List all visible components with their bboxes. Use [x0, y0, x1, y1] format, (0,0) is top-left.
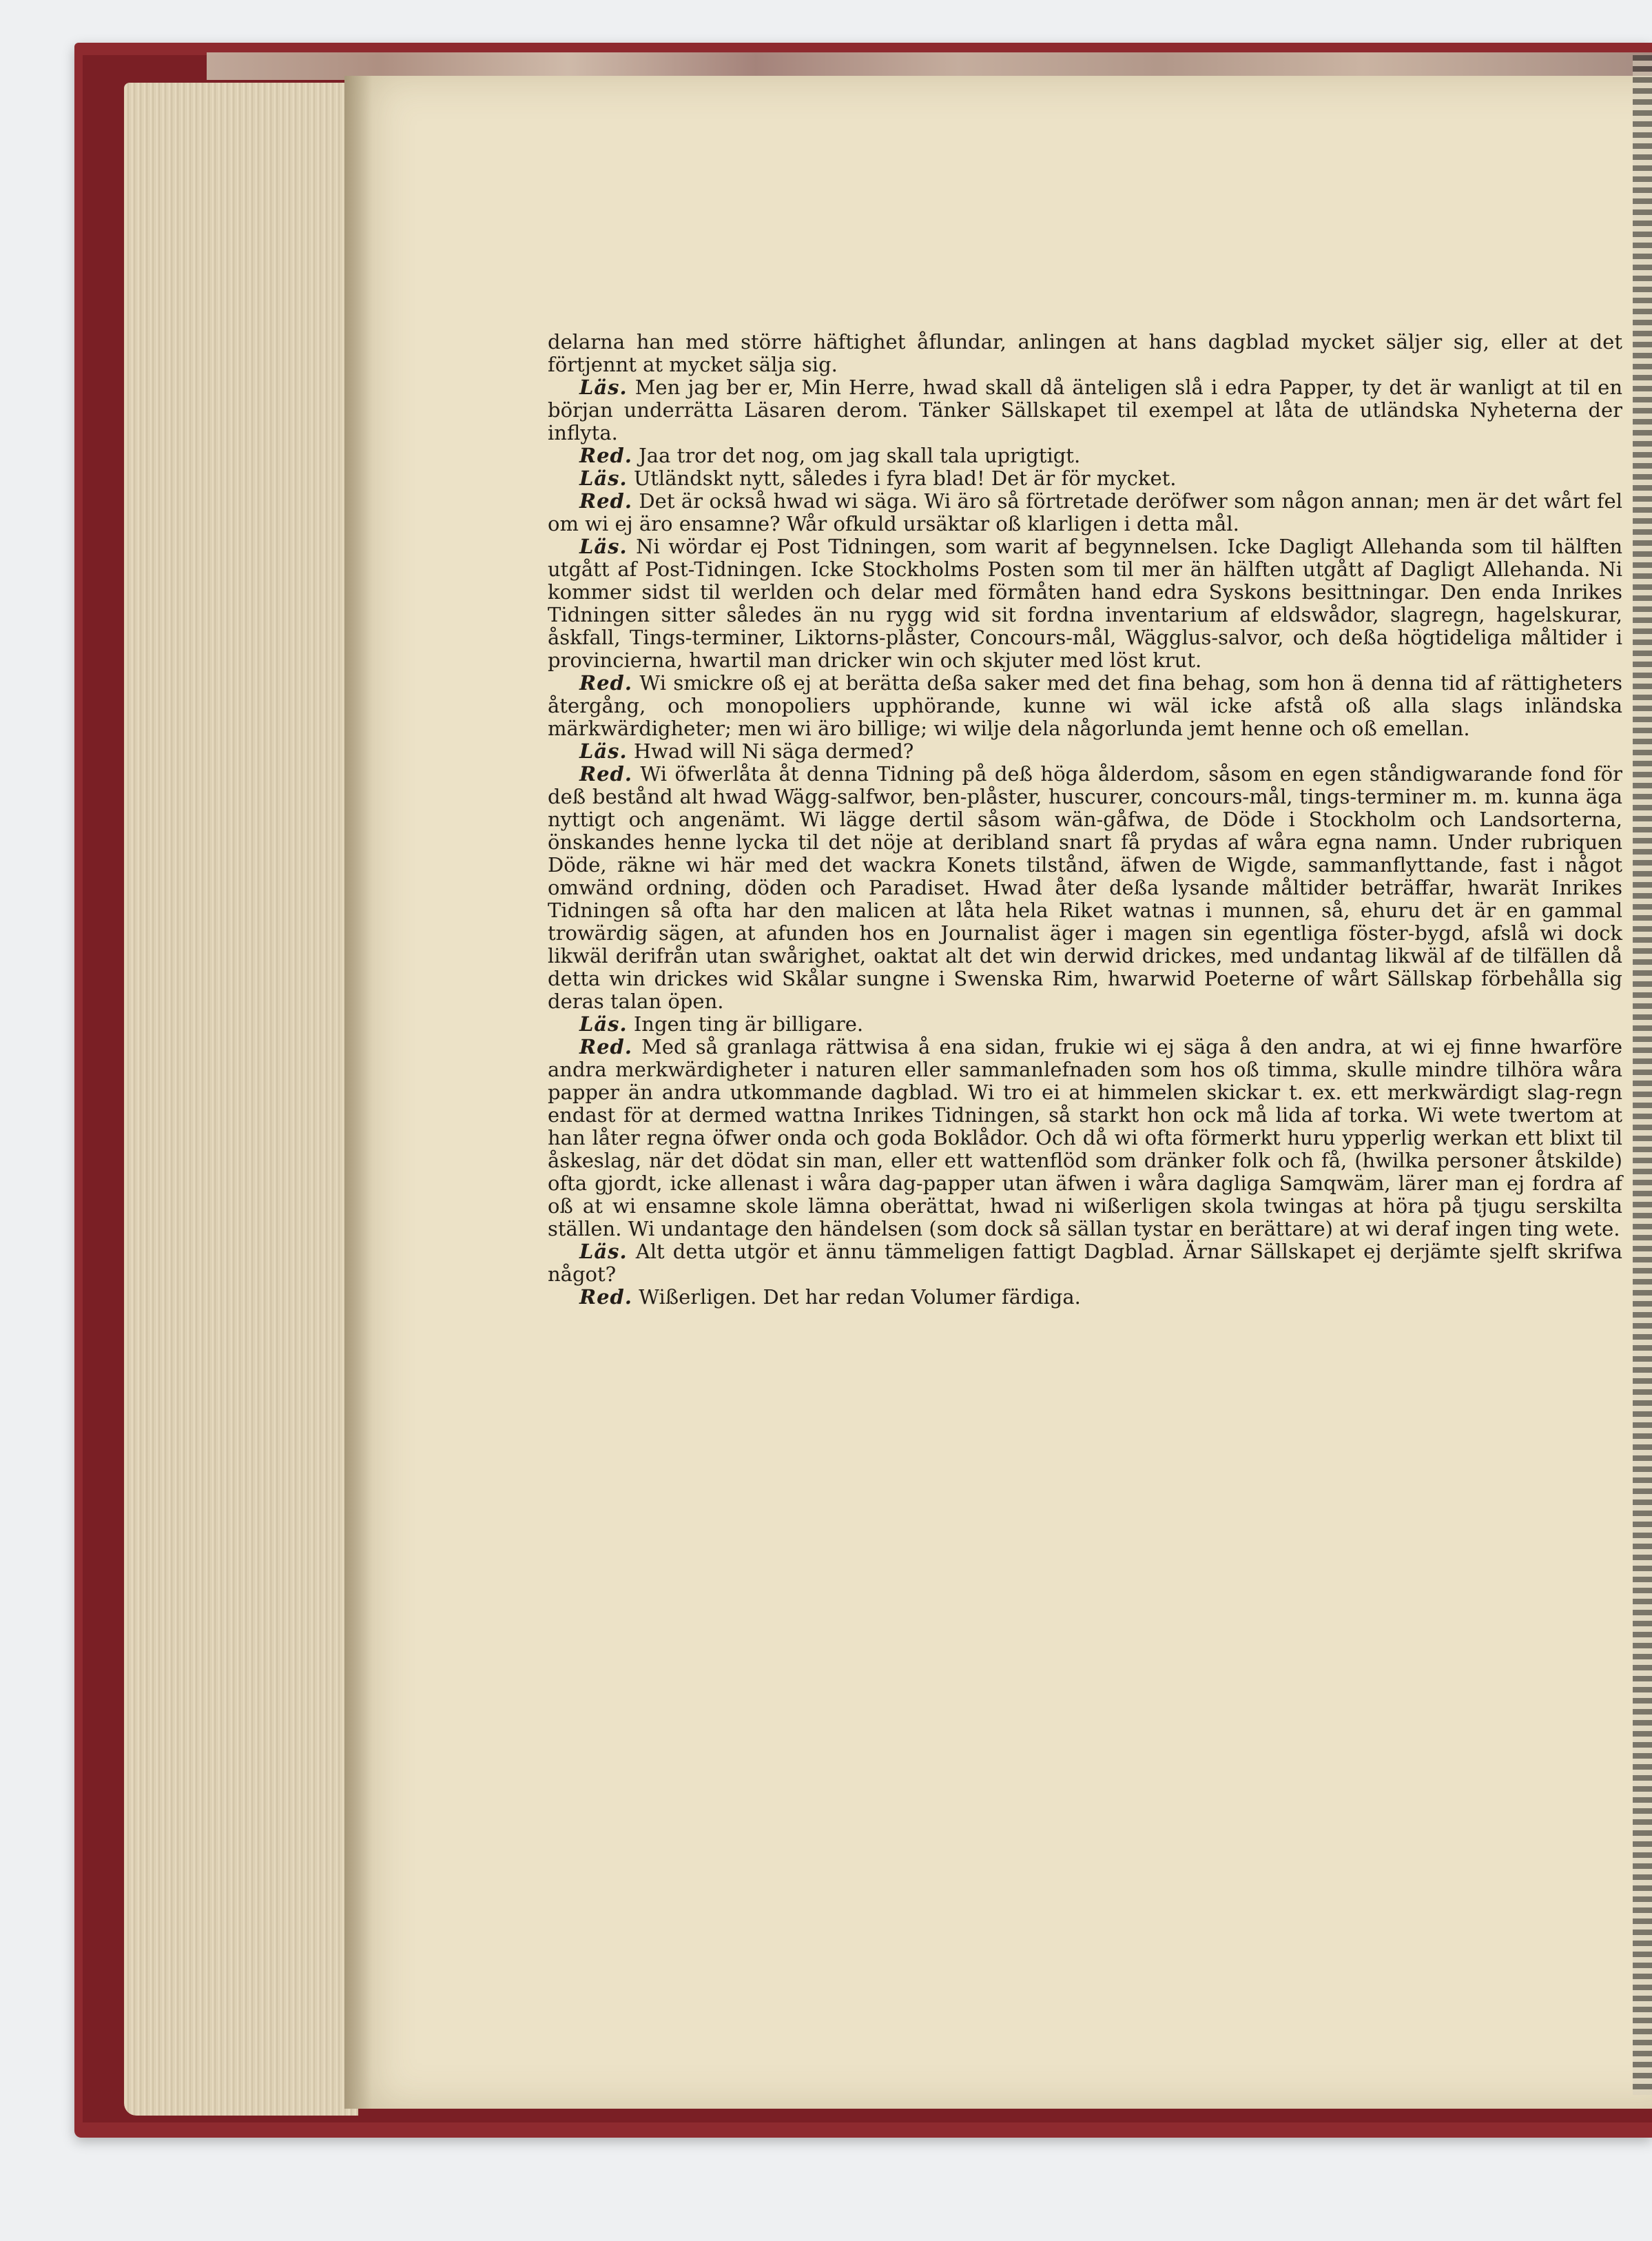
paragraph [548, 1036, 1622, 1240]
page-text [548, 331, 1622, 1309]
paragraph-text: Wi smickre oß ej at berätta deßa saker med det fina behag, som hon ä denna tid af rättigheters återgång, och monopoliers upphörande, kunne wi wäl icke afstå oß alla slags inländska märkwärdigheter; men wi äro billige; wi wilje dela någorlunda jemt henne och oß emellan. [548, 671, 1622, 740]
speaker-label: Läs. [579, 535, 628, 558]
paragraph-text: Det är också hwad wi säga. Wi äro så förtretade deröfwer som någon annan; men är det wårt fel om wi ej äro ensamne? Wår ofkuld ursäktar oß klarligen i detta mål. [548, 489, 1622, 535]
speaker-label: Red. [579, 1035, 632, 1058]
gutter-shadow [344, 76, 372, 2109]
paragraph [548, 467, 1622, 490]
paragraph-text: Jaa tror det nog, om jag skall tala uprigtigt. [639, 444, 1081, 467]
speaker-label: Red. [579, 762, 632, 786]
speaker-label: Red. [579, 444, 632, 467]
paragraph-text: Ni wördar ej Post Tidningen, som warit af begynnelsen. Icke Dagligt Allehanda som til hälften utgått af Post-Tidningen. Icke Stockholms Posten som til mer än hälften utgått af Dagligt Allehanda. Ni kommer sidst til werlden och delar med förmåten hand edra Syskons besittningar. Den enda Inrikes Tidningen sitter således än nu rygg wid sit fordna inventarium af eldswådor, slagregn, hagelskurar, åskfall, Tings-terminer, Liktorns-plåster, Concours-mål, Wägglus-salvor, och deßa högtideliga måltider i provincierna, hwartil man dricker win och skjuter med löst krut. [548, 535, 1622, 672]
speaker-label: Läs. [579, 1240, 628, 1263]
speaker-label: Läs. [579, 1012, 628, 1036]
paragraph [548, 376, 1622, 444]
paragraph-text: delarna han med större häftighet åflundar, anlingen at hans dagblad mycket säljer sig, eller at det förtjennt at mycket sälja sig. [548, 330, 1622, 376]
speaker-label: Läs. [579, 376, 628, 399]
paragraph-text: Ingen ting är billigare. [633, 1012, 864, 1036]
paragraph [548, 672, 1622, 740]
paragraph [548, 535, 1622, 672]
paragraph [548, 331, 1622, 376]
paragraph [548, 740, 1622, 763]
speaker-label: Läs. [579, 739, 628, 763]
speaker-label: Red. [579, 489, 632, 513]
right-edge-strip [1633, 55, 1652, 2095]
paragraph-text: Med så granlaga rättwisa å ena sidan, frukie wi ej säga å den andra, at wi ej finne hwarföre andra merkwärdigheter i naturen eller sammanlefnaden som hos oß timma, skulle mindre tilhöra wåra papper än andra utkommande dagblad. Wi tro ei at himmelen skickar t. ex. ett merkwärdigt slag-regn endast för at dermed wattna Inrikes Tidningen, så starkt hon ock må lida af torka. Wi wete twertom at han låter regna öfwer onda och goda Boklådor. Och då wi ofta förmerkt huru ypperlig werkan ett blixt til åskeslag, när det dödat sin man, eller ett wattenflöd som dränker folk och få, (hwilka personer åtskilde) ofta gjordt, icke allenast i wåra dag-papper utan äfwen i wåra dagliga Samqwäm, lärer man ej fordra af oß at wi ensamne skole lämna oberättat, hwad ni wißerligen skola twingas at höra på tjugu serskilta ställen. Wi undantage den händelsen (som dock så sällan tystar en berättare) at wi deraf ingen ting wete. [548, 1035, 1622, 1240]
paragraph-text: Utländskt nytt, således i fyra blad! Det är för mycket. [633, 467, 1177, 490]
paragraph-text: Men jag ber er, Min Herre, hwad skall då änteligen slå i edra Papper, ty det är wanligt at til en början underrätta Läsaren derom. Tänker Sällskapet til exempel at låta de utländska Nyheterna der inflyta. [548, 376, 1622, 444]
speaker-label: Red. [579, 1285, 632, 1309]
paragraph-text: Hwad will Ni säga dermed? [633, 739, 914, 763]
speaker-label: Läs. [579, 467, 628, 490]
paragraph [548, 763, 1622, 1013]
paragraph-text: Wi öfwerlåta åt denna Tidning på deß höga ålderdom, såsom en egen ståndigwarande fond för deß bestånd alt hwad Wägg-salfwor, ben-plåster, huscurer, concours-mål, tings-terminer m. m. kunna äga nyttigt och angenämt. Wi lägge dertil såsom wän-gåfwa, de Döde i Stockholm och Landsorterna, önskandes henne lycka til det nöje at deribland snart få prydas af wåra egna namn. Under rubriquen Döde, räkne wi här med det wackra Konets tilstånd, äfwen de Wigde, sammanflyttande, fast i något omwänd ordning, döden och Paradiset. Hwad åter deßa lysande måltider beträffar, hwarät Inrikes Tidningen så ofta har den malicen at låta hela Riket watnas i munnen, så, ehuru det är en gammal trowärdig sägen, at afunden hos en Journalist äger i magen sin egentliga föster-bygd, afslå wi dock likwäl derifrån utan swårighet, oaktat alt det win derwid drickes, med undantag likwäl af de tilfällen då detta win drickes wid Skålar sungne i Swenska Rim, hwarwid Poeterne of wårt Sällskap förbehålla sig deras talan öpen. [548, 762, 1622, 1013]
paragraph [548, 490, 1622, 535]
speaker-label: Red. [579, 671, 632, 695]
paragraph [548, 1013, 1622, 1036]
page-stack-edge [124, 83, 358, 2116]
paragraph-text: Alt detta utgör et ännu tämmeligen fattigt Dagblad. Ärnar Sällskapet ej derjämte sjelft skrifwa något? [548, 1240, 1623, 1286]
paragraph [548, 1286, 1622, 1309]
paragraph-text: Wißerligen. Det har redan Volumer färdiga. [639, 1285, 1081, 1309]
paragraph [548, 1240, 1622, 1286]
paragraph [548, 444, 1622, 467]
